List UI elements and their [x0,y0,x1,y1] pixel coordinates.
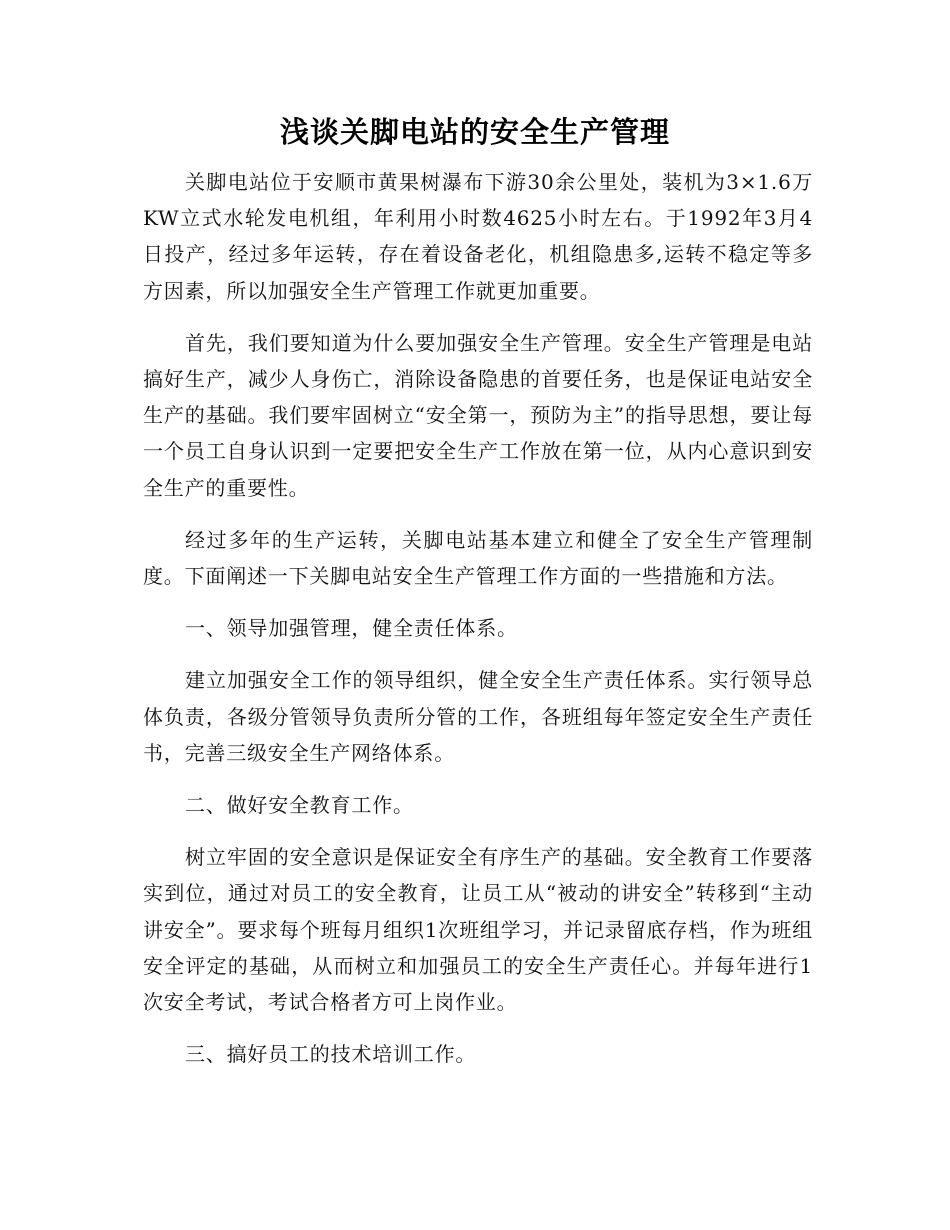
paragraph-overview: 经过多年的生产运转，关脚电站基本建立和健全了安全生产管理制度。下面阐述一下关脚电站安全生产管理工作方面的一些措施和方法。 [143,527,813,589]
document-title: 浅谈关脚电站的安全生产管理 [279,115,670,149]
section-heading-3: 三、搞好员工的技术培训工作。 [185,1042,477,1067]
paragraph-leadership: 建立加强安全工作的领导组织，健全安全生产责任体系。实行领导总体负责，各级分管领导负责所分管的工作，各班组每年签定安全生产责任书，完善三级安全生产网络体系。 [143,668,813,765]
paragraph-intro: 关脚电站位于安顺市黄果树瀑布下游30余公里处，装机为3×1.6万KW立式水轮发电机组，年利用小时数4625小时左右。于1992年3月4日投产，经过多年运转，存在着设备老化，机组隐患多,运转不稳定等多方因素，所以加强安全生产管理工作就更加重要。 [143,170,813,303]
document-body [143,164,813,1088]
section-heading-2: 二、做好安全教育工作。 [185,793,414,818]
paragraph-education: 树立牢固的安全意识是保证安全有序生产的基础。安全教育工作要落实到位，通过对员工的安全教育，让员工从“被动的讲安全”转移到“主动讲安全”。要求每个班每月组织1次班组学习，并记录留底存档，作为班组安全评定的基础，从而树立和加强员工的安全生产责任心。并每年进行1次安全考试，考试合格者方可上岗作业。 [143,845,813,1015]
section-heading-1: 一、领导加强管理，健全责任体系。 [185,616,518,641]
paragraph-importance: 首先，我们要知道为什么要加强安全生产管理。安全生产管理是电站搞好生产，减少人身伤亡，消除设备隐患的首要任务，也是保证电站安全生产的基础。我们要牢固树立“安全第一，预防为主”的指导思想，要让每一个员工自身认识到一定要把安全生产工作放在第一位，从内心意识到安全生产的重要性。 [143,330,813,500]
